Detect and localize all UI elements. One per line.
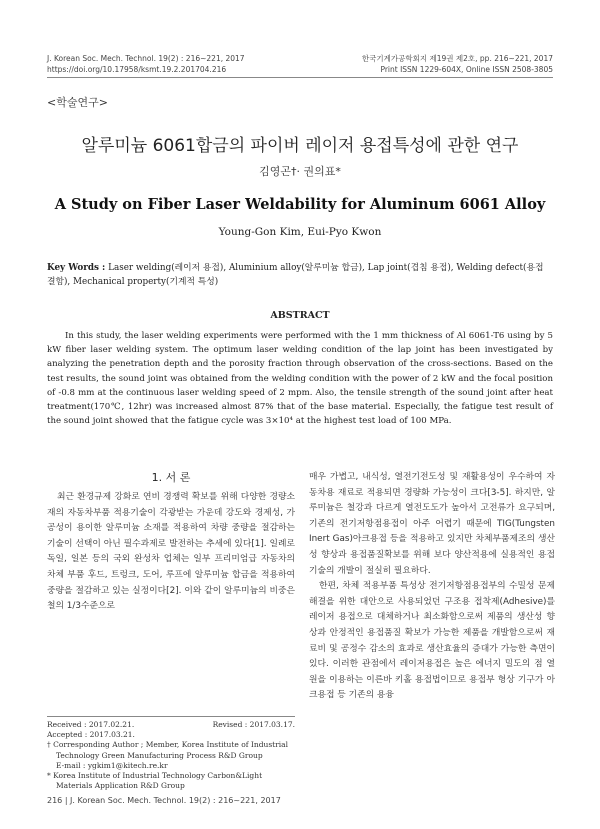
introduction-right-column: [309, 470, 555, 704]
corresponding-author: † Corresponding Author ; Member, Korea Institute of Industrial Technology Green Manufacturing Process R&D Group: [47, 740, 289, 760]
keywords-label: Key Words :: [47, 263, 106, 273]
journal-citation: [47, 53, 245, 75]
doi-link[interactable]: https://doi.org/10.17958/ksmt.19.2.201704.216: [47, 65, 227, 74]
issn-line: Print ISSN 1229-604X, Online ISSN 2508-3805: [380, 65, 553, 74]
title-english: A Study on Fiber Laser Weldability for Aluminum 6061 Alloy: [54, 196, 546, 213]
keywords: [47, 261, 553, 289]
section-heading-introduction: 1. 서 론: [151, 471, 191, 484]
introduction-paragraph: 한편, 차체 적용부품 특성상 전기저항점용접부의 수밀성 문제 해결을 위한 대안으로 사용되었던 구조용 접착제(Adhesive)를 레이저 용접으로 대체하거나 최소화함으로써 제품의 생산성 향상과 안정적인 용접품질 확보가 가능한 제품을 개발함으로써 재료비 및 공정수 감소의 효과로 생산효율의 증대가 가능한 측면이 있다. 이러한 관점에서 레이저용접은 높은 에너지 밀도의 점 열원을 이용하는 이른바 키홀 용접법이므로 용접부 형상 기구가 아크용접 등 기존의 용융: [309, 581, 555, 701]
footnotes: [47, 720, 295, 791]
abstract-heading: ABSTRACT: [270, 310, 330, 321]
abstract-body: In this study, the laser welding experiments were performed with the 1 mm thickness of Al 6061-T6 using by 5 kW fiber laser welding system. The optimum laser welding condition of the lap joint has been investigated by analyzing the penetration depth and the porosity fraction through observation of the cross-sections. Based on the test results, the sound joint was obtained from the welding condition with the power of 2 kW and the focal position of -0.8 mm at the continuous laser welding speed of 2 mpm. Also, the tensile strength of the sound joint after heat treatment(170℃, 12hr) was increased almost 87% that of the base material. Especially, the fatigue test result of the sound joint showed that the fatigue cycle was 3×10⁴ at the highest test load of 100 MPa.: [47, 331, 553, 427]
revised-date: Revised : 2017.03.17.: [212, 720, 295, 729]
journal-citation-korean-line: 한국기계가공학회지 제19권 제2호, pp. 216~221, 2017: [361, 54, 553, 63]
accepted-date: Accepted : 2017.03.21.: [47, 730, 135, 740]
introduction-paragraph: 매우 가볍고, 내식성, 열전기전도성 및 재활용성이 우수하여 자동차용 재료로 적용되면 경량화 가능성이 크다[3-5]. 하지만, 알루미늄은 철강과 다르게 열전도도가 높아서 고전류가 요구되며, 기존의 전기저항점용접이 아주 어렵기 때문에 TIG(Tungsten Inert Gas)아크용접 등을 적용하고 있지만 차체부품제조의 생산성 향상과 용접품질확보를 위해 보다 양산적용에 실용적인 용접 기술의 개발이 절실히 필요하다.: [309, 472, 555, 576]
journal-citation-line: J. Korean Soc. Mech. Technol. 19(2) : 216~221, 2017: [47, 54, 245, 63]
keywords-text: Laser welding(레이저 용접), Aluminium alloy(알루미늄 합금), Lap joint(겹침 용접), Welding defect(용접 결함), Mechanical property(기계적 특성): [47, 263, 544, 287]
author-email[interactable]: E-mail : ygkim1@kitech.re.kr: [56, 760, 168, 770]
introduction-left-paragraph: 최근 환경규제 강화로 연비 경쟁력 확보를 위해 다양한 경량소재의 자동차부품 적용기술이 각광받는 가운데 강도와 경제성, 가공성이 용이한 알루미늄 소재를 적용하여 차량 중량을 절감하는 기술이 선택이 아닌 필수과제로 발전하는 추세에 있다[1]. 일례로 독일, 일본 등의 국외 완성차 업체는 일부 프리미엄급 자동차의 차체 부품 후드, 트렁크, 도어, 루프에 알루미늄 합금을 적용하여 중량을 절감하고 있는 실정이다[2]. 이와 같이 알루미늄의 비중은 철의 1/3수준으로: [47, 492, 295, 612]
authors-english: Young-Gon Kim, Eui-Pyo Kwon: [218, 226, 382, 238]
co-author-affiliation: * Korea Institute of Industrial Technology Carbon&Light Materials Application R&D Group: [47, 771, 263, 791]
received-date: Received : 2017.02.21.: [47, 720, 135, 729]
title-korean: 알루미늄 6061합금의 파이버 레이저 용접특성에 관한 연구: [81, 136, 519, 156]
authors-korean: 김영곤†· 권의표*: [259, 165, 341, 178]
page-footer: 216 | J. Korean Soc. Mech. Technol. 19(2) : 216~221, 2017: [47, 796, 281, 805]
header-divider: [47, 77, 553, 78]
article-category: <학술연구>: [47, 96, 108, 109]
journal-citation-korean: [362, 53, 553, 75]
footnote-divider: [47, 716, 295, 717]
